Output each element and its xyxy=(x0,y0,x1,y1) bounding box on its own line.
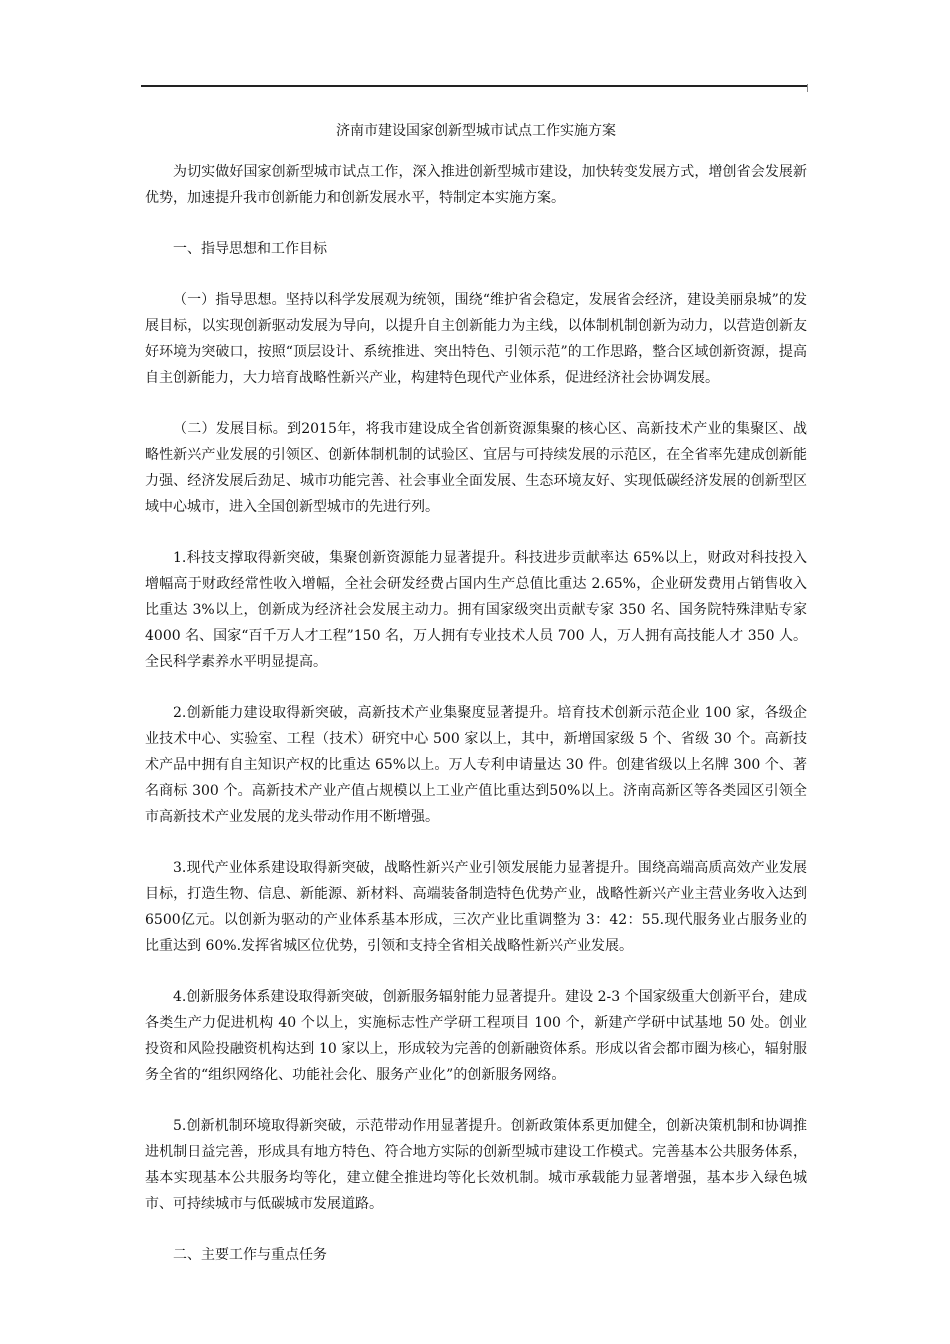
header-rule-end-mark xyxy=(807,84,808,92)
development-goals-paragraph: （二）发展目标。到2015年，将我市建设成全省创新资源集聚的核心区、高新技术产业的集聚区、战略性新兴产业发展的引领区、创新体制机制的试验区、宜居与可持续发展的示范区，在全省率先建成创新能力强、经济发展后劲足、城市功能完善、社会事业全面发展、生态环境友好、实现低碳经济发展的创新型区域中心城市，进入全国创新型城市的先进行列。 xyxy=(145,421,807,515)
document-title: 济南市建设国家创新型城市试点工作实施方案 xyxy=(336,123,616,139)
goal-item-2: 2.创新能力建设取得新突破，高新技术产业集聚度显著提升。培育技术创新示范企业 100 家，各级企业技术中心、实验室、工程（技术）研究中心 500 家以上，其中，新增国家级 5 个、省级 30 个。高新技术产品中拥有自主知识产权的比重达 65%以上。万人专利申请量达 30 件。创建省级以上名牌 300 个、著名商标 300 个。高新技术产业产值占规模以上工业产值比重达到50%以上。济南高新区等各类园区引领全市高新技术产业发展的龙头带动作用不断增强。 xyxy=(145,705,807,825)
goal-item-1: 1.科技支撑取得新突破，集聚创新资源能力显著提升。科技进步贡献率达 65%以上，财政对科技投入增幅高于财政经常性收入增幅，全社会研发经费占国内生产总值比重达 2.65%，企业研发费用占销售收入比重达 3%以上，创新成为经济社会发展主动力。拥有国家级突出贡献专家 350 名、国务院特殊津贴专家 4000 名、国家“百千万人才工程”150 名，万人拥有专业技术人员 700 人，万人拥有高技能人才 350 人。全民科学素养水平明显提高。 xyxy=(145,550,807,670)
document-body xyxy=(145,120,807,1293)
section-heading-1: 一、指导思想和工作目标 xyxy=(173,241,327,257)
header-rule xyxy=(141,85,808,87)
goal-item-3: 3.现代产业体系建设取得新突破，战略性新兴产业引领发展能力显著提升。围绕高端高质高效产业发展目标，打造生物、信息、新能源、新材料、高端装备制造特色优势产业，战略性新兴产业主营业务收入达到6500亿元。以创新为驱动的产业体系基本形成，三次产业比重调整为 3：42：55.现代服务业占服务业的比重达到 60%.发挥省城区位优势，引领和支持全省相关战略性新兴产业发展。 xyxy=(145,860,807,954)
intro-paragraph: 为切实做好国家创新型城市试点工作，深入推进创新型城市建设，加快转变发展方式，增创省会发展新优势，加速提升我市创新能力和创新发展水平，特制定本实施方案。 xyxy=(145,164,807,206)
section-heading-2: 二、主要工作与重点任务 xyxy=(173,1247,327,1263)
guiding-ideology-paragraph: （一）指导思想。坚持以科学发展观为统领，围绕“维护省会稳定，发展省会经济，建设美丽泉城”的发展目标，以实现创新驱动发展为导向，以提升自主创新能力为主线，以体制机制创新为动力，以营造创新友好环境为突破口，按照“顶层设计、系统推进、突出特色、引领示范”的工作思路，整合区域创新资源，提高自主创新能力，大力培育战略性新兴产业，构建特色现代产业体系，促进经济社会协调发展。 xyxy=(145,292,807,386)
goal-item-5: 5.创新机制环境取得新突破，示范带动作用显著提升。创新政策体系更加健全，创新决策机制和协调推进机制日益完善，形成具有地方特色、符合地方实际的创新型城市建设工作模式。完善基本公共服务体系，基本实现基本公共服务均等化，建立健全推进均等化长效机制。城市承载能力显著增强，基本步入绿色城市、可持续城市与低碳城市发展道路。 xyxy=(145,1118,807,1212)
goal-item-4: 4.创新服务体系建设取得新突破，创新服务辐射能力显著提升。建设 2-3 个国家级重大创新平台，建成各类生产力促进机构 40 个以上，实施标志性产学研工程项目 100 个，新建产学研中试基地 50 处。创业投资和风险投融资机构达到 10 家以上，形成较为完善的创新融资体系。形成以省会都市圈为核心，辐射服务全省的“组织网络化、功能社会化、服务产业化”的创新服务网络。 xyxy=(145,989,807,1083)
